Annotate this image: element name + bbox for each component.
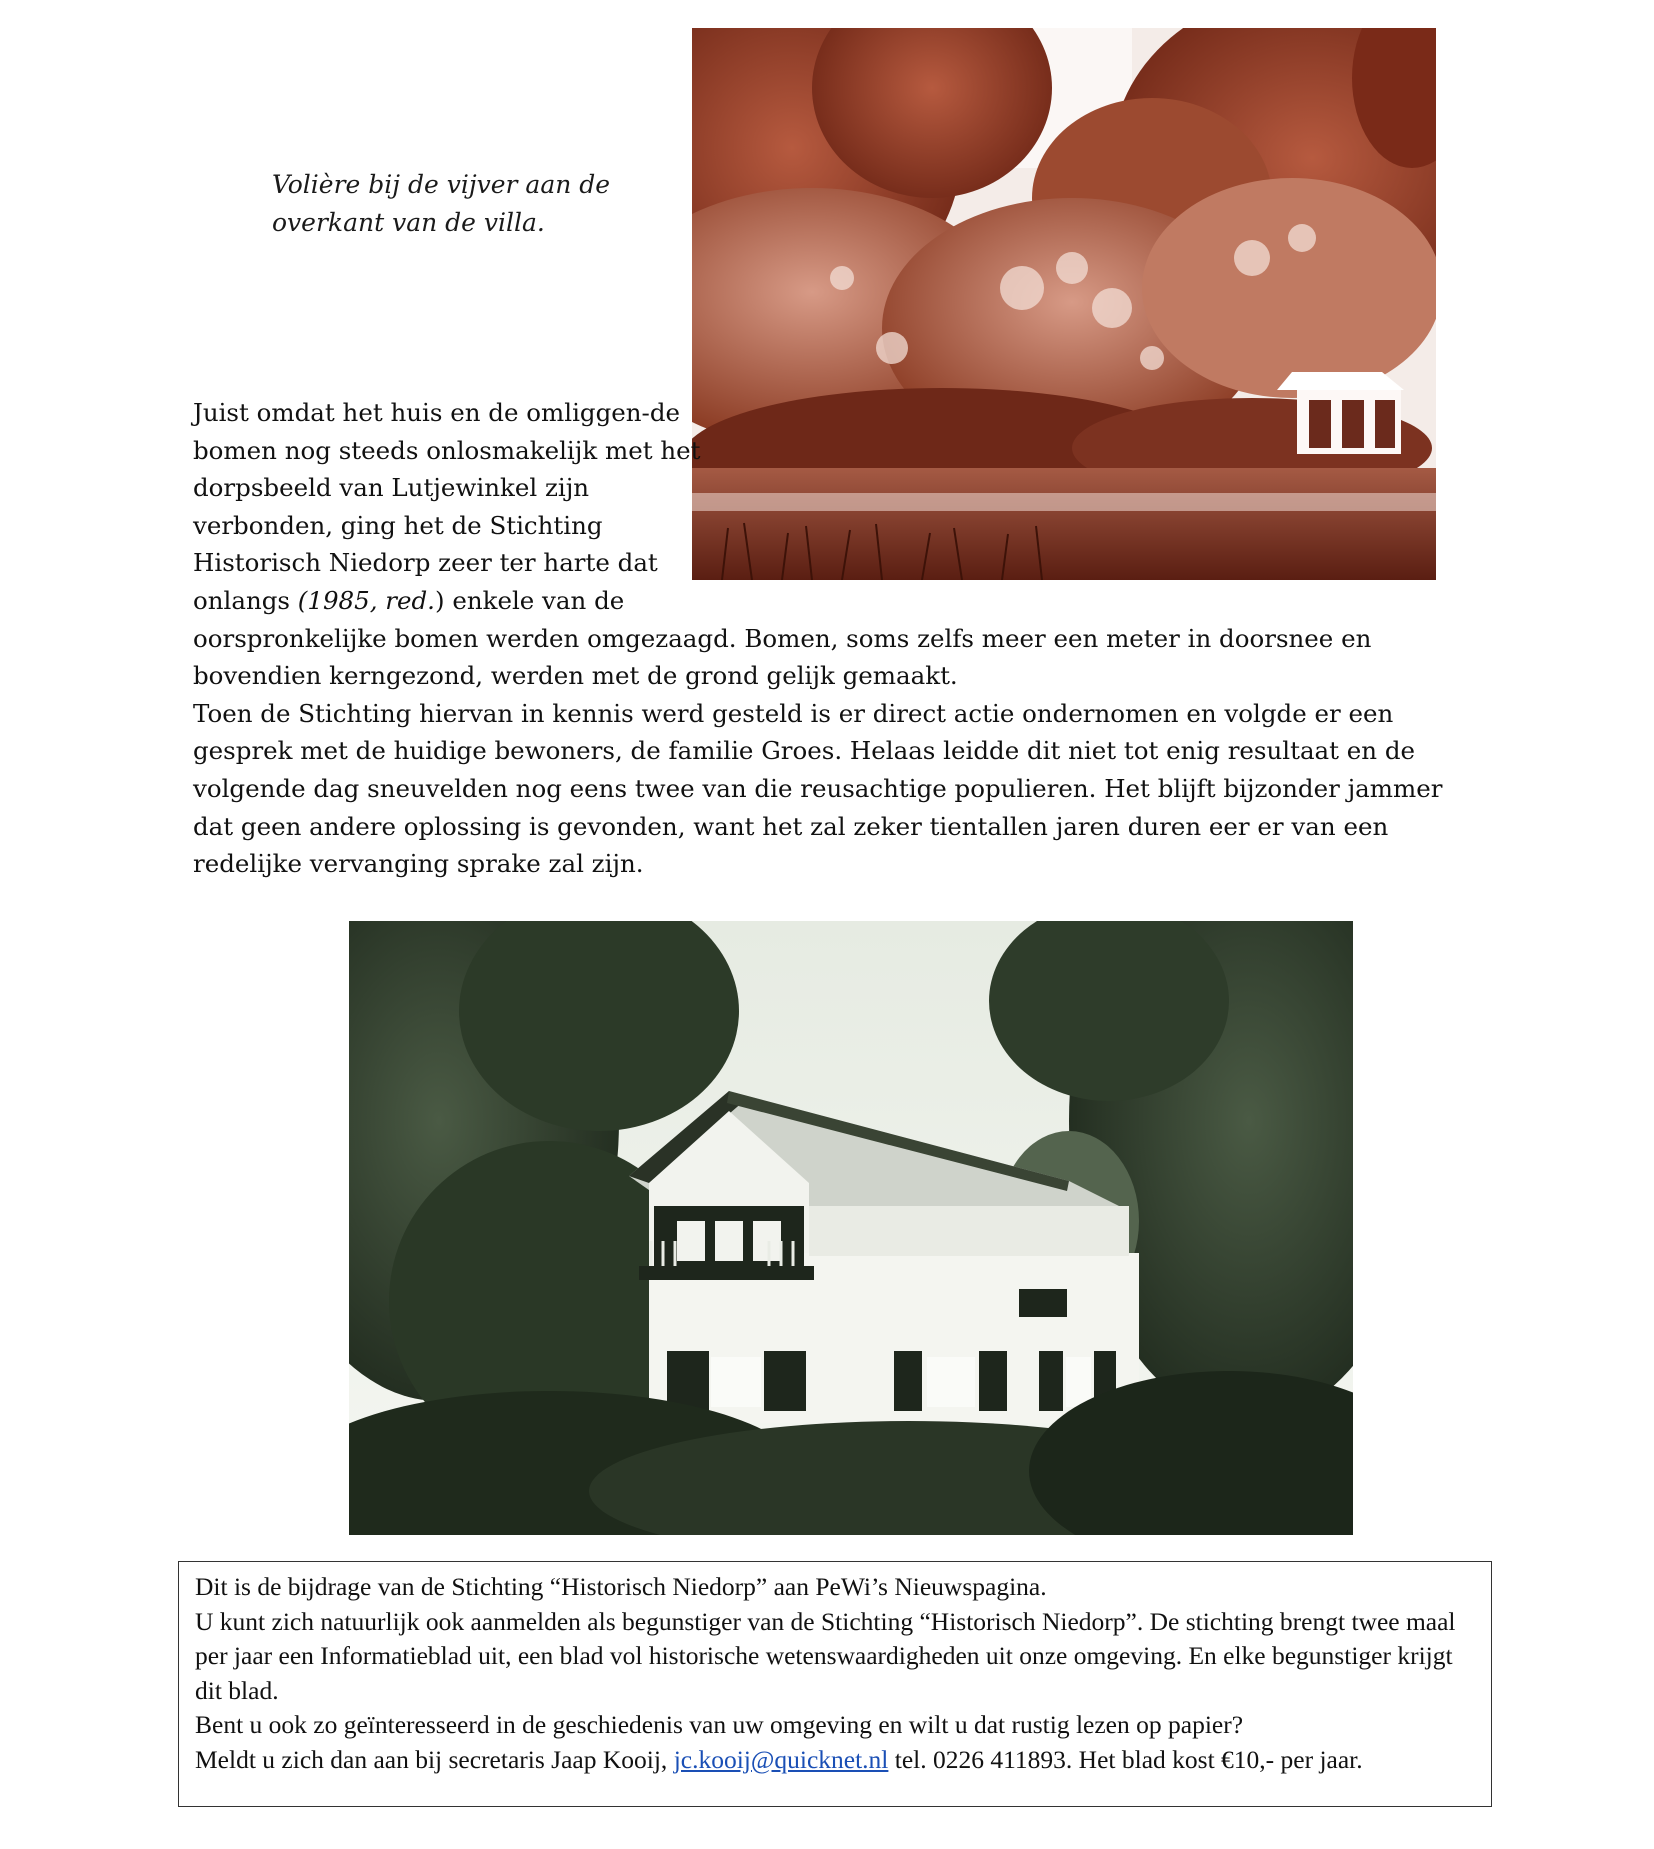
article-paragraph-1-rest: ) enkele van de oorspronkelijke bomen werden omgezaagd. Bomen, soms zelfs meer een meter in doorsnee en bovendien kerngezond, werden met de grond gelijk gemaakt. <box>193 585 1372 691</box>
article-paragraph-2: Toen de Stichting hiervan in kennis werd gesteld is er direct actie ondernomen en volgde er een gesprek met de huidige bewoners, de familie Groes. Helaas leidde dit niet tot enig resultaat en de volgende dag sneuvelden nog eens twee van die reusachtige populieren. Het blijft bijzonder jammer dat geen andere oplossing is gevonden, want het zal zeker tientallen jaren duren eer er van een redelijke vervanging sprake zal zijn. <box>193 698 1443 879</box>
article-paragraph-1-text: Juist omdat het huis en de omliggen-de bomen nog steeds onlosmakelijk met het dorpsbeeld van Lutjewinkel zijn verbonden, ging het de Stichting Historisch Niedorp zeer ter harte dat onlangs <box>193 398 701 615</box>
info-box <box>178 1561 1492 1807</box>
article-body <box>193 394 1453 883</box>
info-line-4-rest: tel. 0226 411893. Het blad kost €10,- per jaar. <box>888 1744 1363 1774</box>
villa-photo <box>349 921 1353 1535</box>
villa-photo-illustration <box>349 921 1353 1535</box>
info-line-4 <box>195 1743 1479 1778</box>
email-link[interactable]: jc.kooij@quicknet.nl <box>673 1744 889 1774</box>
info-line-4-text: Meldt u zich dan aan bij secretaris Jaap Kooij, <box>195 1744 674 1774</box>
info-line-3: Bent u ook zo geïnteresseerd in de geschiedenis van uw omgeving en wilt u dat rustig lezen op papier? <box>195 1710 1244 1740</box>
photo-caption <box>272 166 672 242</box>
article-italic-note: (1985, red. <box>297 585 435 615</box>
info-line-2: U kunt zich natuurlijk ook aanmelden als begunstiger van de Stichting “Historisch Niedorp”. De stichting brengt twee maal per jaar een Informatieblad uit, een blad vol historische wetenswaardigheden uit onze omgeving. En elke begunstiger krijgt dit blad. <box>195 1606 1456 1705</box>
caption-line-2: overkant van de villa. <box>272 208 545 237</box>
photo-wrap-spacer <box>717 394 1453 584</box>
info-line-1: Dit is de bijdrage van de Stichting “Historisch Niedorp” aan PeWi’s Nieuwspagina. <box>195 1572 1047 1601</box>
caption-line-1: Volière bij de vijver aan de <box>272 170 611 199</box>
